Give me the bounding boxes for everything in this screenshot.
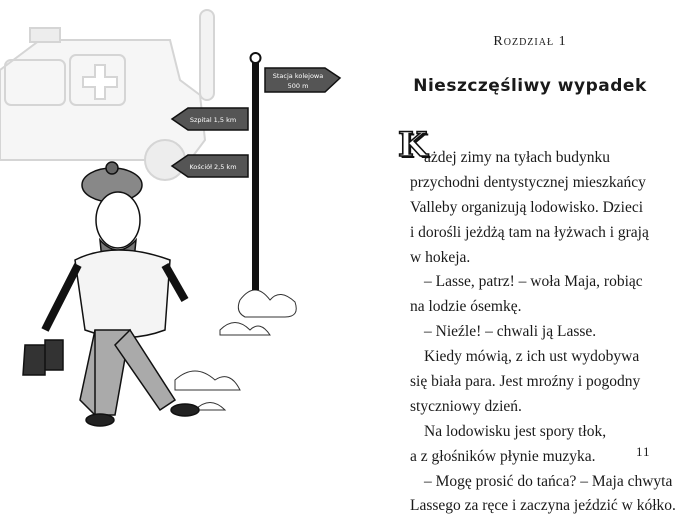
snow-mounds [175,290,296,410]
signpost [172,53,340,290]
body-line: w hokeja. [410,248,471,266]
body-line: ażdej zimy na tyłach budynku [424,149,610,166]
sign-train-station-distance: 500 m [287,82,309,90]
body-line: się biała para. Jest mroźny i pogodny [410,373,641,391]
sign-church-text: Kościół 2,5 km [189,163,237,171]
body-line: – Lasse, patrz! – woła Maja, robiąc [424,273,643,291]
drop-cap: K [398,125,428,165]
body-line: na lodzie ósemkę. [410,298,522,316]
body-line: – Mogę prosić do tańca? – Maja chwyta [424,472,673,490]
body-text [398,125,680,519]
body-line: Valleby organizują lodowisko. Dzieci [410,198,644,216]
ambulance-drawing [0,10,214,180]
body-line: styczniowy dzień. [410,397,522,415]
body-line: przychodni dentystycznej mieszkańcy [410,173,646,191]
chapter-title: Nieszczęśliwy wypadek [413,76,647,96]
body-line: i dorośli jeżdżą tam na łyżwach i grają [410,223,649,241]
body-line: – Nieźle! – chwali ją Lasse. [424,323,597,341]
sign-train-station-text: Stacja kolejowa [272,72,324,80]
body-line: Lassego za ręce i zaczyna jeździć w kółko. [410,497,676,515]
man-figure [23,162,199,426]
body-line: a z głośników płynie muzyka. [410,447,596,465]
sign-hospital-text: Szpital 1,5 km [189,116,237,124]
body-line: Kiedy mówią, z ich ust wydobywa [424,348,640,366]
page-number: 11 [636,444,651,459]
chapter-label: Rozdział 1 [493,34,567,49]
body-line: Na lodowisku jest spory tłok, [424,422,607,440]
